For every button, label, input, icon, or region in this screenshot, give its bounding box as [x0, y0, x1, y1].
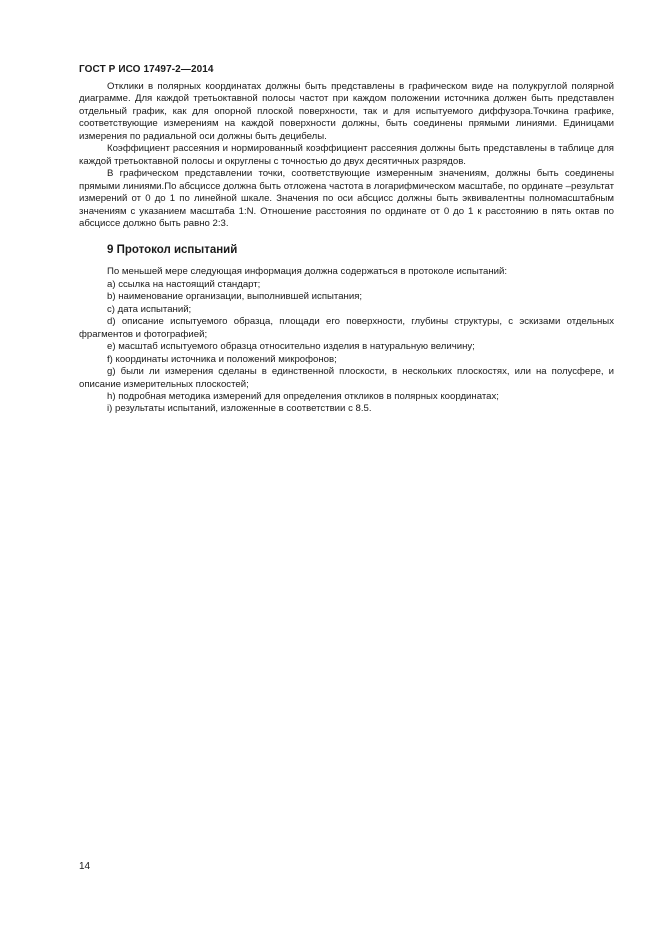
list-item: e) масштаб испытуемого образца относительно изделия в натуральную величину; — [107, 341, 475, 353]
list-item: i) результаты испытаний, изложенные в соответствии с 8.5. — [107, 403, 372, 415]
list-item: g) были ли измерения сделаны в единственной плоскости, в нескольких плоскостях, или на полусфере, и описание измерительных плоскостей; — [79, 366, 614, 390]
section-intro: По меньшей мере следующая информация должна содержаться в протоколе испытаний: — [107, 266, 508, 278]
document-code-header: ГОСТ Р ИСО 17497-2—2014 — [79, 64, 214, 75]
paragraph-scattering-coefficient: Коэффициент рассеяния и нормированный коэффициент рассеяния должны быть представлены в таблице для каждой третьоктавной полосы и округлены с точностью до двух десятичных разрядов. — [79, 143, 614, 167]
list-item: b) наименование организации, выполнившей испытания; — [107, 291, 363, 303]
page-content — [79, 81, 614, 416]
section-heading-test-report: 9 Протокол испытаний — [107, 244, 238, 257]
list-item: d) описание испытуемого образца, площади его поверхности, глубины структуры, с эскизами отдельных фрагментов и фотографией; — [79, 316, 614, 340]
list-item: а) ссылка на настоящий стандарт; — [107, 278, 261, 290]
paragraph-graphical-representation: В графическом представлении точки, соответствующие измеренным значениям, должны быть соединены прямыми линиями.По абсциссе должна быть отложена частота в логарифмическом масштабе, по ординате –результат измерений от 0 до 1 по линейной шкале. Значения по оси абсцисс должны быть эквивалентны полномасштабным значениям с указанием масштаба 1:N. Отношение расстояния по ординате от 0 до 1 к расстоянию в пять октав по абсциссе должно быть равно 2:3. — [79, 168, 614, 229]
list-item: f) координаты источника и положений микрофонов; — [107, 353, 337, 365]
list-item: c) дата испытаний; — [107, 303, 192, 315]
paragraph-polar-responses: Отклики в полярных координатах должны быть представлены в графическом виде на полукруглой полярной диаграмме. Для каждой третьоктавной полосы частот при каждом положении источника должен быть представлен отдельный график, как для опорной плоской поверхности, так и для испытуемого диффузора.Точкина графике, соответствующие измерениям на каждой поверхности должны, быть соединены прямыми линиями. Единицами измерения по радиальной оси должны быть децибелы. — [79, 81, 614, 142]
page-number: 14 — [79, 861, 91, 872]
list-item: h) подробная методика измерений для определения откликов в полярных координатах; — [107, 390, 499, 402]
section-body — [79, 266, 614, 415]
